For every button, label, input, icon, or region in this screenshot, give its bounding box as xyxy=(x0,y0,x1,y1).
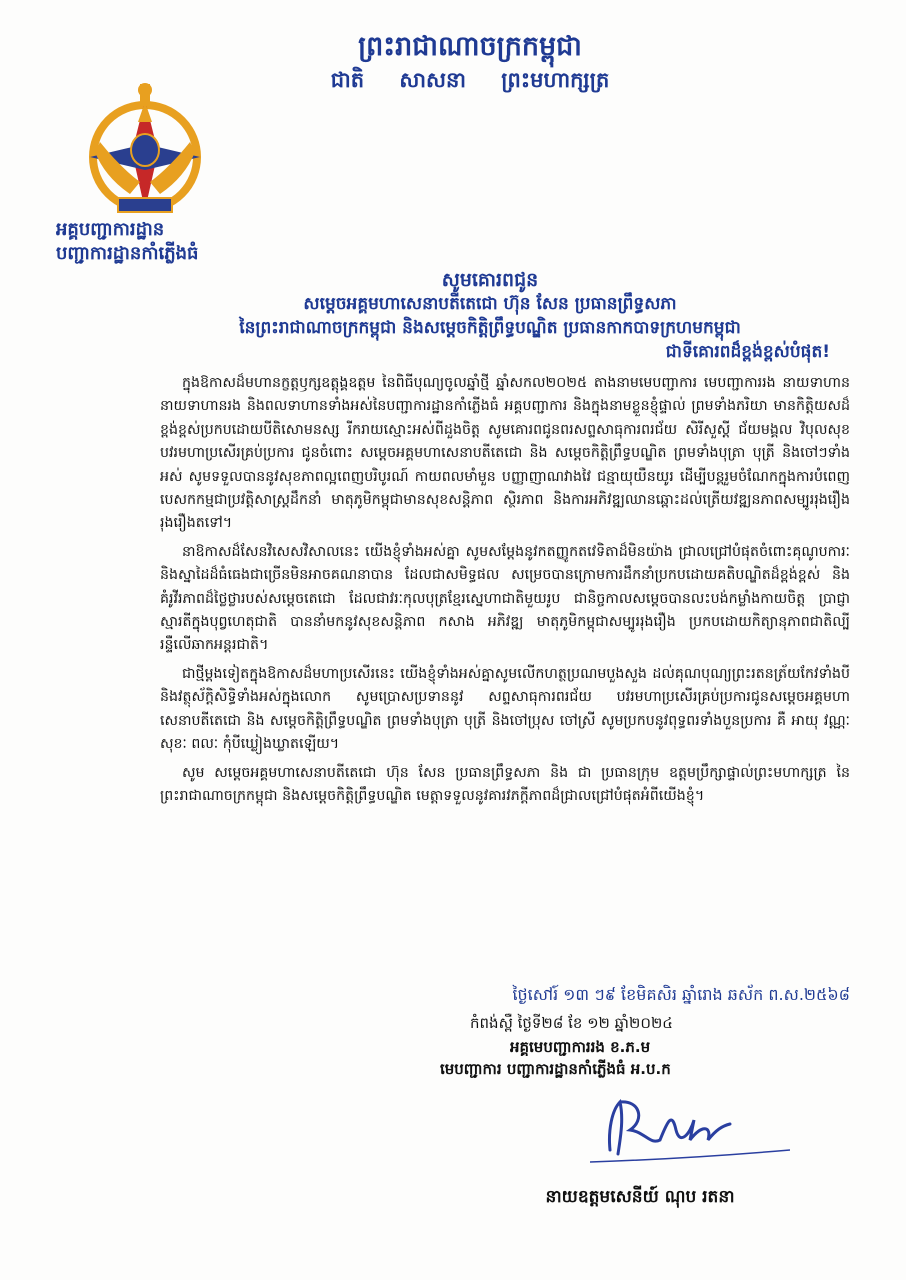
letter-body xyxy=(160,372,850,813)
solar-date: កំពង់ស្ពឺ ថ្ងៃទី២៨ ខែ ១២ ឆ្នាំ២០២៤ xyxy=(470,1014,673,1032)
signatory-title-line2: មេបញ្ជាការ បញ្ជាការដ្ឋានកាំភ្លើងធំ អ.ប.ក xyxy=(440,1060,671,1078)
recipient-line: នៃព្រះរាជាណាចក្រកម្ពុជា និងសម្តេចកិត្តិព្រឹទ្ធបណ្ឌិត ប្រធានកាកបាទក្រហមកម្ពុជា xyxy=(239,318,741,338)
national-motto: ជាតិ សាសនា ព្រះមហាក្សត្រ xyxy=(330,68,610,92)
kingdom-heading: ព្រះរាជាណាចក្រកម្ពុជា xyxy=(358,31,582,62)
signer-name: នាយឧត្តមសេនីយ៍ ណុប រតនា xyxy=(545,1187,735,1207)
unit-name xyxy=(56,218,256,266)
handwritten-signature xyxy=(590,1090,790,1170)
recipient-honorific: ជាទីគោរពដ៏ខ្ពង់ខ្ពស់បំផុត! xyxy=(665,342,830,362)
body-paragraph: សូម សម្តេចអគ្គមហាសេនាបតីតេជោ ហ៊ុន សែន ប្រធានព្រឹទ្ធសភា និង ជា ប្រធានក្រុម ឧត្តមប្រឹក្សាផ្ទាល់ព្រះមហាក្សត្រ នៃព្រះរាជាណាចក្រកម្ពុជា និងសម្តេចកិត្តិព្រឹទ្ធបណ្ឌិត មេត្តាទទួលនូវគារវភក្តីភាពដ៏ជ្រាលជ្រៅបំផុតអំពីយើងខ្ញុំ។ xyxy=(160,764,850,804)
recipient-line: សម្តេចអគ្គមហាសេនាបតីតេជោ ហ៊ុន សែន ប្រធានព្រឹទ្ធសភា xyxy=(303,294,677,314)
signatory-title-line1: អគ្គមេបញ្ជាការរង ខ.ភ.ម xyxy=(510,1038,651,1056)
salutation: សូមគោរពជូន xyxy=(441,269,539,291)
unit-name-line1: អគ្គបញ្ជាការដ្ឋាន xyxy=(56,219,165,240)
recipient-block xyxy=(150,268,830,364)
artillery-emblem-icon xyxy=(60,82,230,222)
body-paragraph: នាឱកាសដ៏សែនវិសេសវិសាលនេះ យើងខ្ញុំទាំងអស់គ្នា សូមសម្តែងនូវកតញ្ញូកតវេទិតាដ៏មិនយ៉ាង ជ្រាលជ្រៅបំផុតចំពោះគុណូបការៈ និងស្នាដៃដ៏ធំធេងជាច្រើនមិនអាចគណនាបាន ដែលជាសមិទ្ធផល សម្រេចបានក្រោមការដឹកនាំប្រកបដោយគតិបណ្ឌិតដ៏ខ្ពង់ខ្ពស់ និងគំរូវីរភាពដ៏ថ្លៃថ្លារបស់សម្តេចតេជោ ដែលជាវរៈកុលបុត្រខ្មែរស្នេហាជាតិមួយរូប ជានិច្ចកាលសម្តេចបានលះបង់កម្លាំងកាយចិត្ត ប្រាជ្ញា ស្មារតីក្នុងបុព្វហេតុជាតិ បាននាំមកនូវសុខសន្តិភាព កសាង អភិវឌ្ឍ មាតុភូមិកម្ពុជាសម្បូររុងរឿង ប្រកបដោយកិត្យានុភាពជាតិល្បីរន្ទឺលើឆាកអន្តរជាតិ។ xyxy=(160,543,850,654)
lunar-date: ថ្ងៃសៅរ៍ ១៣ ៗ៩ ខែមិគសិរ ឆ្នាំរោង ឆស័ក ព.ស.២៥៦៨ xyxy=(512,985,850,1004)
signatory-title xyxy=(420,1036,840,1080)
body-paragraph: ជាថ្មីម្តងទៀតក្នុងឱកាសដ៏មហាប្រសើរនេះ យើងខ្ញុំទាំងអស់គ្នាសូមលើកហត្ថប្រណមបួងសួង ដល់គុណបុណ្យព្រះរតនត្រ័យកែវទាំងបី និងវត្ថុស័ក្តិសិទ្ធិទាំងអស់ក្នុងលោក សូមប្រោសប្រទាននូវ សព្ទសាធុការពរជ័យ បវរមហាប្រសើរគ្រប់ប្រការជូនសម្តេចអគ្គមហាសេនាបតីតេជោ និង សម្តេចកិត្តិព្រឹទ្ធបណ្ឌិត ព្រមទាំងបុត្រា បុត្រី និងចៅប្រុស ចៅស្រី សូមប្រកបនូវពុទ្ធពរទាំងបួនប្រការ គឺ អាយុ វណ្ណៈ សុខៈ ពលៈ កុំបីឃ្លៀងឃ្លាតឡើយ។ xyxy=(160,665,850,753)
body-paragraph: ក្នុងឱកាសដ៏មហានក្ខត្តឫក្សឧត្តុង្គឧត្តម នៃពិធីបុណ្យចូលឆ្នាំថ្មី ឆ្នាំសកល២០២៥ តាងនាមមេបញ្ជាការ មេបញ្ជាការរង នាយទាហាន នាយទាហានរង និងពលទាហានទាំងអស់នៃបញ្ជាការដ្ឋានកាំភ្លើងធំ អគ្គបញ្ជាការ និងក្នុងនាមខ្លួនខ្ញុំផ្ទាល់ ព្រមទាំងភរិយា មានកិត្តិយសដ៏ខ្ពង់ខ្ពស់ប្រកបដោយបីតិសោមនស្ស រីករាយស្មោះអស់ពីដួងចិត្ត សូមគោរពជូនពរសព្ទសាធុការពរជ័យ សិរីសួស្តី ជ័យមង្គល វិបុលសុខ បវរមហាប្រសើរគ្រប់ប្រការ ជូនចំពោះ សម្តេចអគ្គមហាសេនាបតីតេជោ និង សម្តេចកិត្តិព្រឹទ្ធបណ្ឌិត ព្រមទាំងបុត្រា បុត្រី និងចៅៗទាំងអស់ សូមទទួលបាននូវសុខភាពល្អពេញបរិបូរណ៍ កាយពលមាំមួន បញ្ញាញាណវាងវៃ ជន្មាយុយឺនយូរ ដើម្បីបន្តរួមចំណែកក្នុងការបំពេញបេសកកម្មជាប្រវត្តិសាស្ត្រដឹកនាំ មាតុភូមិកម្ពុជាមានសុខសន្តិភាព ស្ថិរភាព និងការអភិវឌ្ឍឈានឆ្ពោះដល់ត្រើយវឌ្ឍនភាពសម្បូររុងរឿង រុងរឿងតទៅ។ xyxy=(160,375,850,532)
unit-name-line2: បញ្ជាការដ្ឋានកាំភ្លើងធំ xyxy=(56,243,199,264)
